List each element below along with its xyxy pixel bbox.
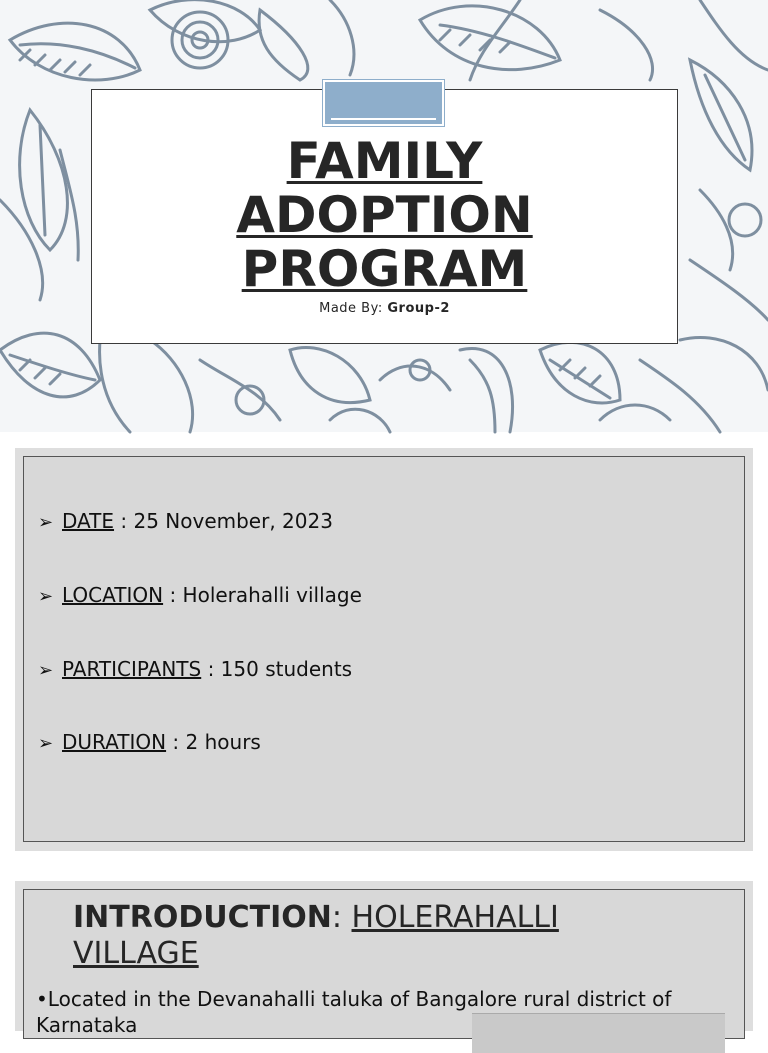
intro-bullet-text: Located in the Devanahalli taluka of Bangalore rural district of Karnataka [36, 987, 672, 1037]
detail-item-date [38, 509, 333, 535]
arrow-bullet-icon: ➢ [38, 586, 54, 607]
title-line-2: ADOPTION [236, 186, 533, 244]
made-by-label: Made By: [319, 301, 383, 316]
bullet-dot-icon: • [36, 987, 48, 1011]
detail-key: PARTICIPANTS [62, 657, 202, 681]
presentation-title [92, 134, 677, 296]
detail-value: : 150 students [201, 657, 353, 681]
detail-value: : 25 November, 2023 [114, 509, 333, 533]
introduction-heading [73, 900, 673, 972]
made-by-line [92, 301, 677, 316]
detail-key: DATE [62, 509, 115, 533]
arrow-bullet-icon: ➢ [38, 512, 54, 533]
arrow-bullet-icon: ➢ [38, 733, 54, 754]
heading-place: HOLERAHALLI VILLAGE [73, 900, 559, 971]
title-line-1: FAMILY [286, 132, 483, 190]
details-slide [15, 448, 753, 851]
decorative-tab [323, 80, 444, 126]
title-line-3: PROGRAM [241, 240, 528, 298]
title-card [91, 89, 678, 344]
group-name: Group-2 [387, 301, 450, 316]
heading-bold: INTRODUCTION [73, 900, 332, 935]
arrow-bullet-icon: ➢ [38, 660, 54, 681]
details-panel [23, 456, 745, 842]
detail-item-participants [38, 657, 352, 683]
introduction-panel [23, 889, 745, 1039]
introduction-slide [15, 881, 753, 1037]
detail-item-duration [38, 730, 261, 756]
detail-key: LOCATION [62, 583, 164, 607]
detail-item-location [38, 583, 362, 609]
title-slide [0, 0, 768, 432]
detail-value: : Holerahalli village [163, 583, 362, 607]
detail-key: DURATION [62, 730, 167, 754]
heading-separator: : [331, 900, 352, 935]
map-image [472, 1013, 725, 1053]
detail-value: : 2 hours [166, 730, 261, 754]
